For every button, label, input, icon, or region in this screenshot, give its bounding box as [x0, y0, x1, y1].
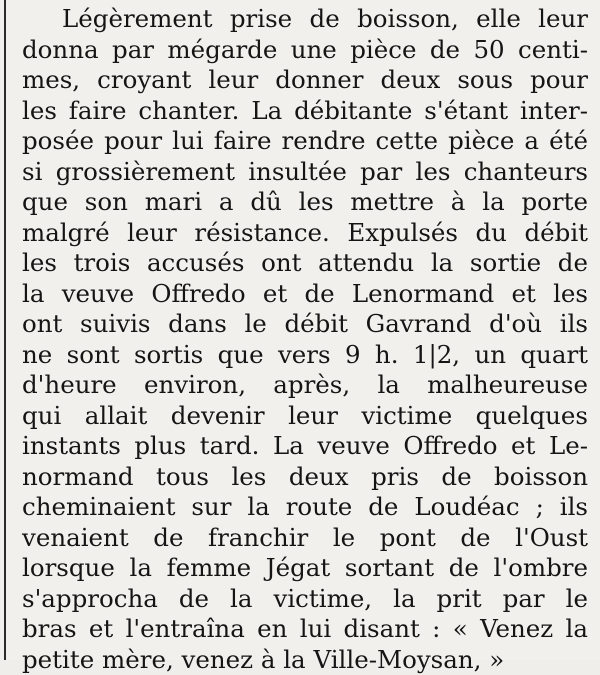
text-line: lorsque la femme Jégat sortant de l'ombre: [22, 553, 588, 584]
text-line: s'approcha de la victime, la prit par le: [22, 584, 588, 615]
text-line: les faire chanter. La débitante s'étant inter-: [22, 96, 588, 127]
text-line: Légèrement prise de boisson, elle leur: [22, 4, 588, 35]
text-line: ont suivis dans le débit Gavrand d'où ils: [22, 309, 588, 340]
text-line: malgré leur résistance. Expulsés du débit: [22, 218, 588, 249]
text-line: posée pour lui faire rendre cette pièce a été: [22, 126, 588, 157]
text-line: d'heure environ, après, la malheureuse: [22, 370, 588, 401]
text-line: venaient de franchir le pont de l'Oust: [22, 523, 588, 554]
text-line: ne sont sortis que vers 9 h. 1|2, un quart: [22, 340, 588, 371]
text-line: qui allait devenir leur victime quelques: [22, 401, 588, 432]
text-line: les trois accusés ont attendu la sortie de: [22, 248, 588, 279]
text-line: petite mère, venez à la Ville-Moysan, »: [22, 645, 588, 675]
article-paragraph: [22, 4, 588, 675]
text-line: que son mari a dû les mettre à la porte: [22, 187, 588, 218]
text-line: instants plus tard. La veuve Offredo et Le-: [22, 431, 588, 462]
text-line: donna par mégarde une pièce de 50 centi-: [22, 35, 588, 66]
text-line: mes, croyant leur donner deux sous pour: [22, 65, 588, 96]
text-line: bras et l'entraîna en lui disant : « Venez la: [22, 614, 588, 645]
text-line: normand tous les deux pris de boisson: [22, 462, 588, 493]
column-rule: [4, 0, 6, 660]
text-line: si grossièrement insultée par les chanteurs: [22, 157, 588, 188]
text-line: la veuve Offredo et de Lenormand et les: [22, 279, 588, 310]
text-line: cheminaient sur la route de Loudéac ; ils: [22, 492, 588, 523]
